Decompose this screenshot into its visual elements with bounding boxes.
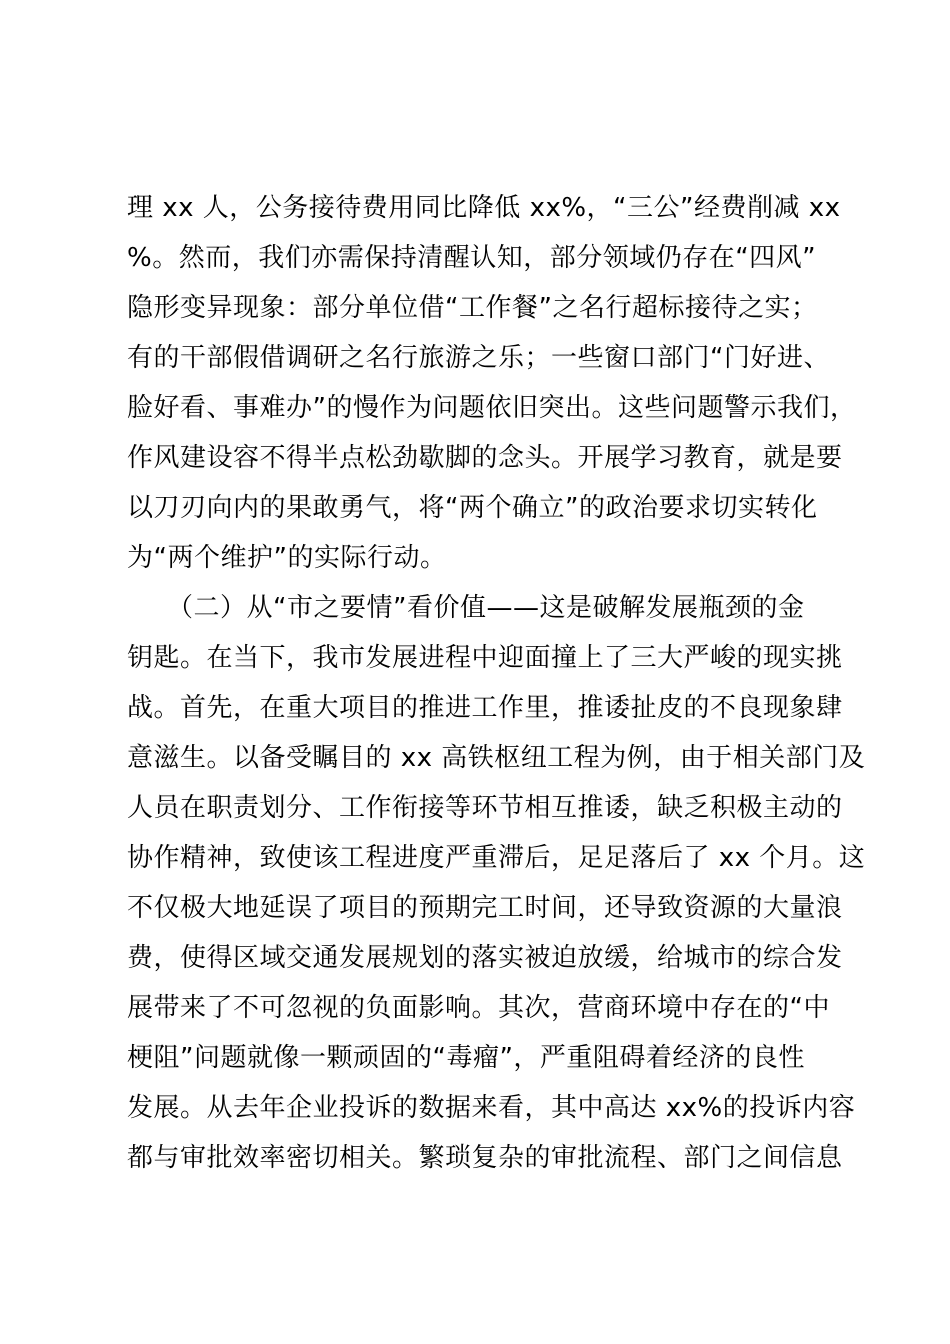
text-line: 脸好看、事难办”的慢作为问题依旧突出。这些问题警示我们，	[127, 393, 857, 423]
text-line: %。然而，我们亦需保持清醒认知，部分领域仍存在“四风”	[127, 243, 817, 273]
text-line: 理 xx 人，公务接待费用同比降低 xx%，“三公”经费削减 xx	[127, 193, 841, 223]
text-line: 协作精神，致使该工程进度严重滞后，足足落后了 xx 个月。这	[127, 843, 866, 873]
text-line: 有的干部假借调研之名行旅游之乐；一些窗口部门“门好进、	[127, 343, 830, 373]
text-line: 钥匙。在当下，我市发展进程中迎面撞上了三大严峻的现实挑	[127, 643, 843, 673]
text-line: 以刀刃向内的果敢勇气，将“两个确立”的政治要求切实转化	[127, 493, 818, 523]
text-line: 为“两个维护”的实际行动。	[127, 543, 447, 573]
text-line: 意滋生。以备受瞩目的 xx 高铁枢纽工程为例，由于相关部门及	[127, 743, 866, 773]
text-line: 费，使得区域交通发展规划的落实被迫放缓，给城市的综合发	[127, 943, 843, 973]
text-line: 战。首先，在重大项目的推进工作里，推诿扯皮的不良现象肆	[127, 693, 843, 723]
text-line: 都与审批效率密切相关。繁琐复杂的审批流程、部门之间信息	[127, 1143, 843, 1173]
text-line: 人员在职责划分、工作衔接等环节相互推诿，缺乏积极主动的	[127, 793, 843, 823]
text-line: 作风建设容不得半点松劲歇脚的念头。开展学习教育，就是要	[127, 443, 843, 473]
text-line: 梗阻”问题就像一颗顽固的“毒瘤”，严重阻碍着经济的良性	[127, 1043, 805, 1073]
text-line: 发展。从去年企业投诉的数据来看，其中高达 xx%的投诉内容	[127, 1093, 856, 1123]
text-line: 隐形变异现象：部分单位借“工作餐”之名行超标接待之实；	[127, 293, 818, 323]
text-line: 展带来了不可忽视的负面影响。其次，营商环境中存在的“中	[127, 993, 830, 1023]
text-line: 不仅极大地延误了项目的预期完工时间，还导致资源的大量浪	[127, 893, 843, 923]
paragraph-start-line: （二）从“市之要情”看价值——这是破解发展瓶颈的金	[127, 593, 805, 623]
body-text	[127, 183, 866, 1183]
